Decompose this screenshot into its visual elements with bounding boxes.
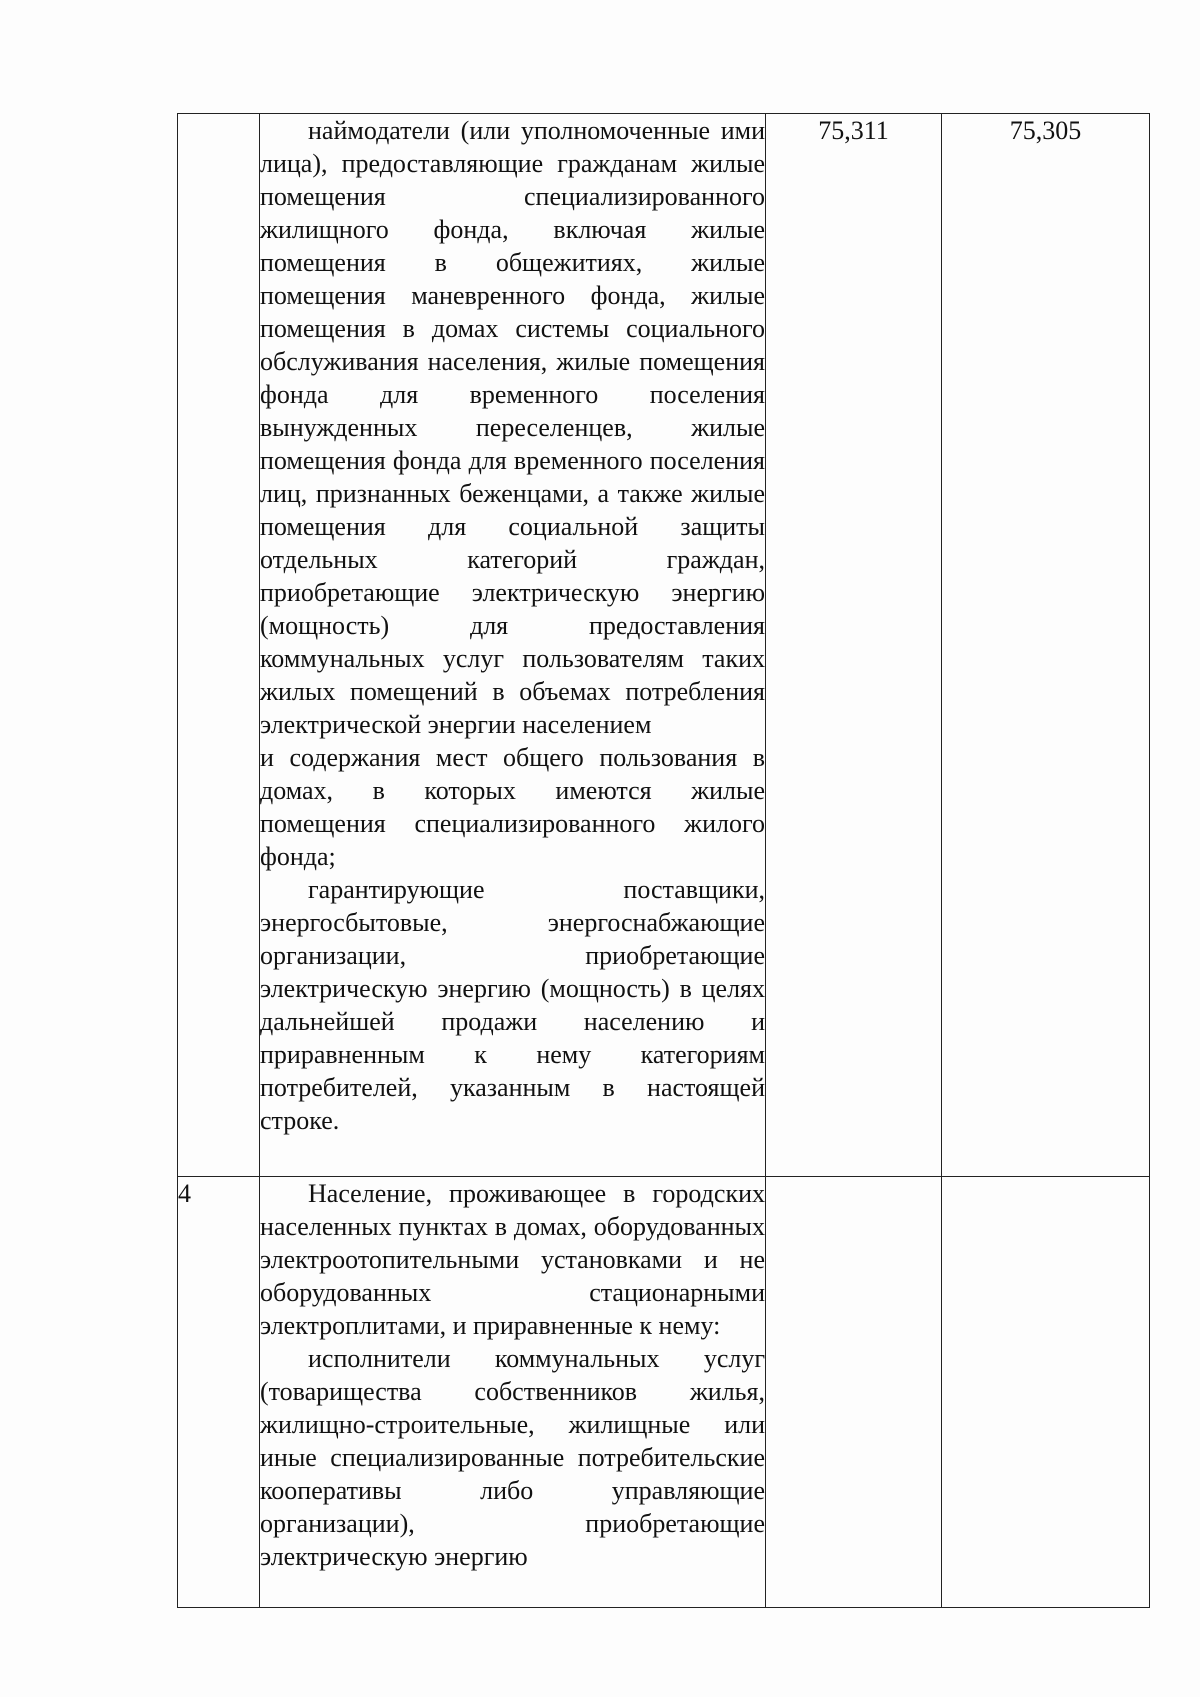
value-cell-1 — [766, 1177, 942, 1608]
value-cell-1: 75,311 — [766, 114, 942, 1177]
description-cell — [260, 114, 766, 1177]
value-cell-2 — [942, 1177, 1150, 1608]
table-row — [178, 114, 1150, 1177]
description-cell — [260, 1177, 766, 1608]
description-paragraph: гарантирующие поставщики, энергосбытовые, энергоснабжающие организации, приобретающие электрическую энергию (мощность) в целях дальнейшей продажи населению и приравненным к нему категориям потребителей, указанным в настоящей строке. — [260, 875, 765, 1135]
value-cell-2: 75,305 — [942, 114, 1150, 1177]
description-paragraph: и содержания мест общего пользования в домах, в которых имеются жилые помещения специализированного жилого фонда; — [260, 743, 765, 871]
table-row — [178, 1177, 1150, 1608]
description-paragraph: наймодатели (или уполномоченные ими лица), предоставляющие гражданам жилые помещения специализированного жилищного фонда, включая жилые помещения в общежитиях, жилые помещения маневренного фонда, жилые помещения в домах системы социального обслуживания населения, жилые помещения фонда для временного поселения вынужденных переселенцев, жилые помещения фонда для временного поселения лиц, признанных беженцами, а также жилые помещения для социальной защиты отдельных категорий граждан, приобретающие электрическую энергию (мощность) для предоставления коммунальных услуг пользователям таких жилых помещений в объемах потребления электрической энергии населением — [260, 116, 765, 739]
description-paragraph: Население, проживающее в городских населенных пунктах в домах, оборудованных электроотопительными установками и не оборудованных стационарными электроплитами, и приравненные к нему: — [260, 1179, 765, 1340]
row-number-cell — [178, 114, 260, 1177]
description-paragraph: исполнители коммунальных услуг (товарищества собственников жилья, жилищно-строительные, жилищные или иные специализированные потребительские кооперативы либо управляющие организации), приобретающие электрическую энергию — [260, 1344, 765, 1571]
row-number-cell: 4 — [178, 1177, 260, 1608]
tariff-table — [177, 113, 1150, 1608]
